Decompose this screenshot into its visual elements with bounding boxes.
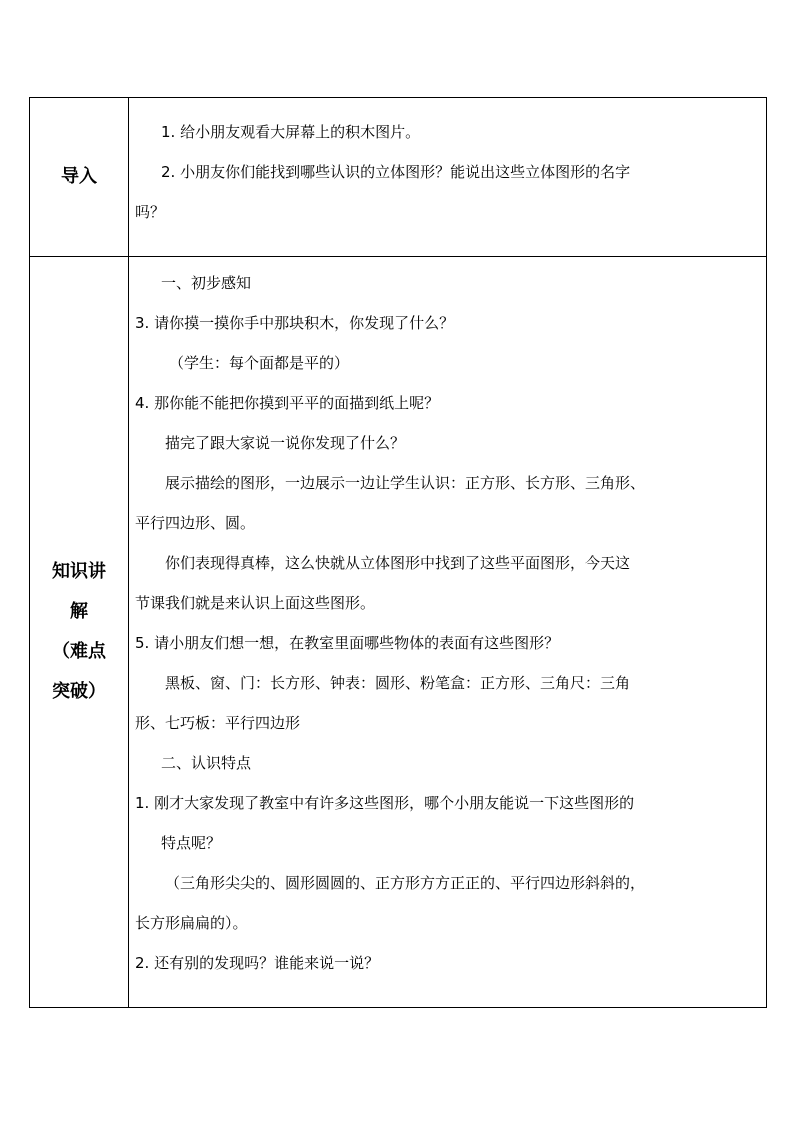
knowledge-line-7: 平行四边形、圆。 — [135, 514, 256, 532]
knowledge-line-16: （三角形尖尖的、圆形圆圆的、正方形方方正正的、平行四边形斜斜的， — [165, 874, 646, 892]
knowledge-line-14: 1. 刚才大家发现了教室中有许多这些图形，哪个小朋友能说一下这些图形的 — [135, 794, 635, 812]
intro-label-cell — [30, 98, 129, 257]
knowledge-line-5: 描完了跟大家说一说你发现了什么？ — [165, 434, 406, 452]
knowledge-line-6: 展示描绘的图形，一边展示一边让学生认识：正方形、长方形、三角形、 — [165, 474, 646, 492]
knowledge-line-15: 特点呢？ — [161, 834, 222, 852]
knowledge-line-11: 黑板、窗、门：长方形、钟表：圆形、粉笔盒：正方形、三角尺：三角 — [165, 674, 631, 692]
knowledge-content-cell — [129, 257, 767, 1008]
knowledge-line-2: 3. 请你摸一摸你手中那块积木，你发现了什么？ — [135, 314, 455, 332]
intro-line-2: 2. 小朋友你们能找到哪些认识的立体图形？能说出这些立体图形的名字 — [161, 163, 631, 181]
knowledge-line-9: 节课我们就是来认识上面这些图形。 — [135, 594, 376, 612]
section-heading-perception: 一、初步感知 — [161, 274, 252, 292]
knowledge-label-line-4: 突破） — [52, 681, 106, 702]
intro-line-1: 1. 给小朋友观看大屏幕上的积木图片。 — [161, 123, 421, 141]
knowledge-label-cell — [30, 257, 129, 1008]
intro-line-3: 吗？ — [135, 203, 166, 221]
knowledge-line-18: 2. 还有别的发现吗？谁能来说一说？ — [135, 954, 380, 972]
lesson-plan-table — [29, 97, 767, 1008]
section-heading-features: 二、认识特点 — [161, 754, 252, 772]
knowledge-label-line-2: 解 — [70, 601, 88, 622]
knowledge-line-4: 4. 那你能不能把你摸到平平的面描到纸上呢？ — [135, 394, 440, 412]
intro-content-cell — [129, 98, 767, 257]
intro-label: 导入 — [61, 166, 97, 187]
knowledge-label-line-1: 知识讲 — [52, 561, 106, 582]
knowledge-line-3: （学生：每个面都是平的） — [169, 354, 350, 372]
knowledge-label-line-3: （难点 — [52, 641, 106, 662]
knowledge-line-17: 长方形扁扁的）。 — [135, 914, 248, 932]
knowledge-line-12: 形、七巧板：平行四边形 — [135, 714, 301, 732]
intro-row — [30, 98, 767, 257]
knowledge-row — [30, 257, 767, 1008]
knowledge-line-8: 你们表现得真棒，这么快就从立体图形中找到了这些平面图形，今天这 — [165, 554, 631, 572]
knowledge-line-10: 5. 请小朋友们想一想，在教室里面哪些物体的表面有这些图形？ — [135, 634, 560, 652]
